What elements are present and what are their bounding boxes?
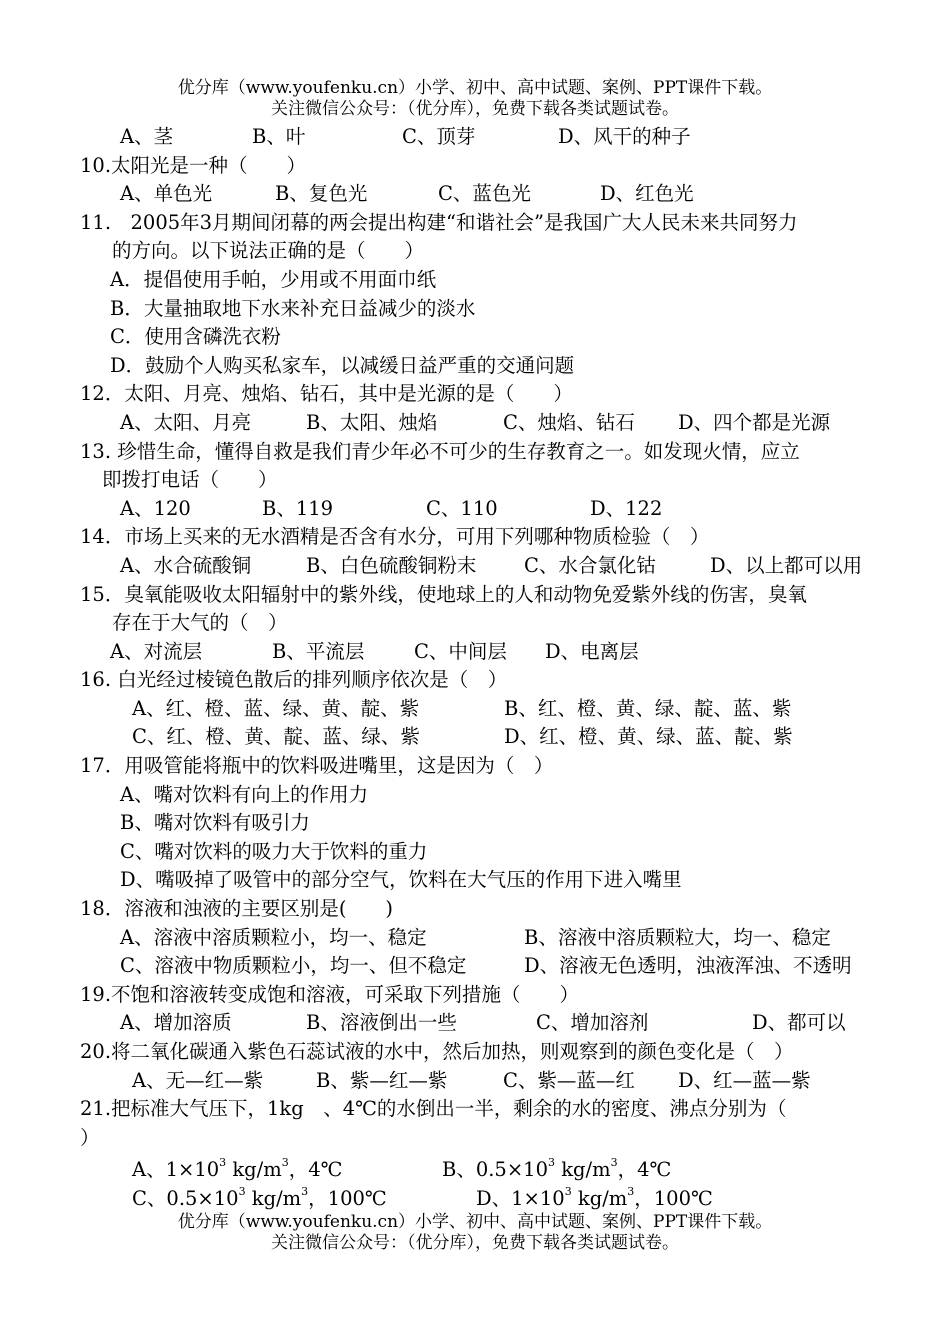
q15-option-d: D、电离层	[545, 639, 639, 663]
q11-option-a: A．提倡使用手帕，少用或不用面巾纸	[110, 267, 437, 291]
q18-option-d: D、溶液无色透明，浊液浑浊、不透明	[524, 954, 852, 978]
q12-option-c: C、烛焰、钻石	[503, 410, 635, 434]
q12-stem: 12．太阳、月亮、烛焰、钻石，其中是光源的是（ ）	[80, 382, 573, 406]
q16-options-row-1	[80, 695, 900, 724]
header-line-2: 关注微信公众号：（优分库），免费下载各类试题试卷。	[271, 99, 679, 119]
q13-option-d: D、122	[590, 496, 663, 520]
q15-option-c: C、中间层	[414, 639, 507, 663]
q20-option-d: D、红—蓝—紫	[678, 1068, 811, 1092]
q20-options	[80, 1067, 900, 1096]
q9-option-b: B、叶	[252, 125, 306, 148]
q18-options-row-1	[80, 924, 900, 953]
q20-option-a: A、无—红—紫	[132, 1068, 264, 1092]
q19-option-a: A、增加溶质	[120, 1011, 232, 1035]
q21-option-a-exp: 3	[219, 1156, 227, 1170]
q21-options-row-1	[80, 1156, 900, 1185]
q15-options	[80, 638, 900, 667]
q10-option-b: B、复色光	[275, 182, 368, 206]
q12-option-b: B、太阳、烛焰	[306, 410, 438, 434]
q11-stem-1: 11. 2005年3月期间闭幕的两会提出构建“和谐社会”是我国广大人民未来共同努力	[80, 210, 798, 234]
q10-option-c: C、蓝色光	[438, 182, 531, 206]
q18-option-c: C、溶液中物质颗粒小，均一、但不稳定	[120, 954, 467, 978]
q18-stem: 18．溶液和浊液的主要区别是( )	[80, 897, 394, 921]
q10-option-d: D、红色光	[600, 182, 694, 206]
header-banner	[0, 78, 950, 120]
q21-option-c-unit-exp: 3	[301, 1184, 309, 1198]
q14-option-c: C、水合氯化钴	[524, 553, 656, 577]
q14-option-a: A、水合硫酸铜	[120, 553, 252, 577]
q21-options-row-2	[80, 1185, 900, 1214]
q18-options-row-2	[80, 952, 900, 981]
q13-option-c: C、110	[426, 496, 498, 520]
q15-option-a: A、对流层	[110, 639, 203, 663]
q11-option-d: D．鼓励个人购买私家车，以减缓日益严重的交通问题	[110, 353, 575, 377]
q21-option-c-label: C、0.5×10	[132, 1186, 239, 1210]
q19-option-b: B、溶液倒出一些	[306, 1011, 457, 1035]
q12-option-a: A、太阳、月亮	[120, 410, 252, 434]
q21-option-d	[476, 1185, 713, 1214]
q21-stem-2: ）	[80, 1125, 100, 1149]
footer-line-1: 优分库（www.youfenku.cn）小学、初中、高中试题、案例、PPT课件下载。	[177, 1212, 773, 1232]
q15-stem-2: 存在于大气的（ ）	[112, 611, 288, 635]
q11-stem-2: 的方向。以下说法正确的是（ ）	[112, 239, 425, 263]
q21-option-a-unit: kg/m	[226, 1158, 282, 1182]
q21-option-a	[132, 1156, 342, 1185]
q13-stem-2: 即拨打电话（ ）	[102, 468, 278, 492]
q10-stem: 10.太阳光是一种（ ）	[80, 153, 307, 177]
q20-option-b: B、紫—红—紫	[316, 1068, 448, 1092]
q16-option-b: B、红、橙、黄、绿、靛、蓝、紫	[504, 696, 792, 720]
q21-option-c-unit: kg/m	[245, 1186, 302, 1210]
q13-options	[80, 495, 900, 524]
q21-option-b-unit: kg/m	[555, 1158, 611, 1182]
q21-option-b-label: B、0.5×10	[442, 1158, 548, 1182]
q15-option-b: B、平流层	[272, 639, 365, 663]
q21-option-d-label: D、1×10	[476, 1186, 565, 1210]
q21-option-b	[442, 1156, 671, 1185]
q9-options	[80, 123, 900, 152]
q16-stem: 16. 白光经过棱镜色散后的排列顺序依次是（ ）	[80, 668, 508, 692]
q11-option-c: C．使用含磷洗衣粉	[110, 325, 281, 349]
q21-option-a-unit-exp: 3	[281, 1156, 289, 1170]
q20-option-c: C、紫—蓝—红	[503, 1068, 635, 1092]
q19-stem: 19.不饱和溶液转变成饱和溶液，可采取下列措施（ ）	[80, 982, 580, 1006]
q21-option-c-exp: 3	[238, 1184, 246, 1198]
q19-option-d: D、都可以	[752, 1011, 846, 1035]
q17-option-c: C、嘴对饮料的吸力大于饮料的重力	[120, 839, 428, 863]
header-line-1: 优分库（www.youfenku.cn）小学、初中、高中试题、案例、PPT课件下载。	[177, 78, 773, 98]
q16-option-c: C、红、橙、黄、靛、蓝、绿、紫	[132, 725, 420, 749]
question-list	[80, 123, 900, 1214]
q21-option-b-tail: ，4℃	[617, 1158, 672, 1182]
q21-option-c	[132, 1185, 387, 1214]
q21-option-c-tail: ，100℃	[308, 1186, 387, 1210]
q16-option-d: D、红、橙、黄、绿、蓝、靛、紫	[504, 725, 793, 749]
q16-options-row-2	[80, 723, 900, 752]
q17-option-b: B、嘴对饮料有吸引力	[120, 811, 310, 835]
q21-option-d-exp: 3	[564, 1184, 572, 1198]
q20-stem: 20.将二氧化碳通入紫色石蕊试液的水中，然后加热，则观察到的颜色变化是（ ）	[80, 1040, 794, 1063]
q12-option-d: D、四个都是光源	[678, 410, 831, 434]
q21-option-a-tail: ，4℃	[288, 1158, 343, 1182]
q14-stem: 14．市场上买来的无水酒精是否含有水分，可用下列哪种物质检验（ ）	[80, 525, 710, 549]
q18-option-a: A、溶液中溶质颗粒小，均一、稳定	[120, 925, 427, 949]
footer-banner	[0, 1212, 950, 1254]
q16-option-a: A、红、橙、蓝、绿、黄、靛、紫	[132, 696, 420, 720]
q18-option-b: B、溶液中溶质颗粒大，均一、稳定	[524, 925, 831, 949]
q9-option-a: A、茎	[120, 125, 174, 148]
q11-option-b: B．大量抽取地下水来补充日益减少的淡水	[110, 296, 476, 320]
q17-stem: 17．用吸管能将瓶中的饮料吸进嘴里，这是因为（ ）	[80, 754, 554, 778]
q10-options	[80, 180, 900, 209]
q14-option-b: B、白色硫酸铜粉末	[306, 553, 477, 577]
q21-option-d-unit: kg/m	[571, 1186, 628, 1210]
q19-option-c: C、增加溶剂	[536, 1011, 649, 1035]
q21-option-a-label: A、1×10	[132, 1158, 220, 1182]
q21-option-b-unit-exp: 3	[610, 1156, 618, 1170]
q13-stem-1: 13. 珍惜生命，懂得自救是我们青少年必不可少的生存教育之一。如发现火情，应立	[80, 439, 800, 463]
q13-option-a: A、120	[120, 496, 191, 520]
q13-option-b: B、119	[262, 496, 334, 520]
q9-option-d: D、风干的种子	[558, 125, 691, 148]
q17-option-a: A、嘴对饮料有向上的作用力	[120, 782, 369, 806]
q14-options	[80, 552, 900, 581]
q10-option-a: A、单色光	[120, 182, 213, 206]
footer-line-2: 关注微信公众号：（优分库），免费下载各类试题试卷。	[271, 1233, 679, 1253]
q15-stem-1: 15．臭氧能吸收太阳辐射中的紫外线，使地球上的人和动物免爱紫外线的伤害，臭氧	[80, 582, 807, 606]
q21-option-d-tail: ，100℃	[634, 1186, 713, 1210]
q9-option-c: C、顶芽	[402, 125, 476, 148]
q12-options	[80, 409, 900, 438]
q19-options	[80, 1009, 900, 1038]
q21-option-b-exp: 3	[548, 1156, 555, 1170]
q17-option-d: D、嘴吸掉了吸管中的部分空气，饮料在大气压的作用下进入嘴里	[120, 868, 682, 892]
q21-stem-1: 21.把标准大气压下，1kg 、4℃的水倒出一半，剩余的水的密度、沸点分别为（	[80, 1097, 787, 1121]
q14-option-d: D、以上都可以用	[710, 553, 863, 577]
q21-option-d-unit-exp: 3	[627, 1184, 635, 1198]
